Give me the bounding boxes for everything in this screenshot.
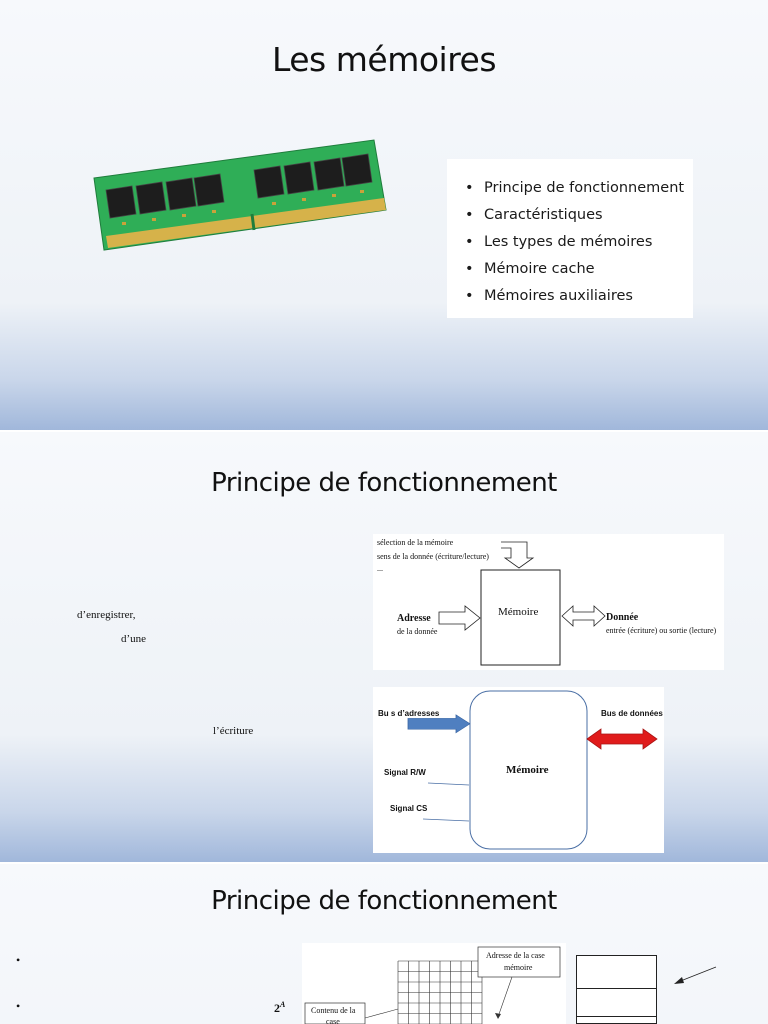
topic-item: • Les types de mémoires [465,234,653,250]
data-bus-label: Bus de données [601,709,663,718]
memory-label: Mémoire [498,606,539,618]
memory-block-diagram [373,534,724,670]
cell-content-label-2: case [326,1017,340,1024]
topic-item: • Mémoire cache [465,261,595,277]
topic-item: • Mémoires auxiliaires [465,288,633,304]
slide-principle-1 [0,432,768,864]
data-label: Donnée [606,612,639,623]
bullet-mark: • [16,953,21,967]
ram-module-image [92,138,388,250]
signal-rw-label: Signal R/W [384,768,426,777]
slide-title: Principe de fonctionnement [211,468,557,498]
topics-list-box [447,159,693,318]
power-of-two: $2^A$ [274,1000,286,1015]
data-sub-label: entrée (écriture) ou sortie (lecture) [606,626,717,635]
slide-title: Principe de fonctionnement [211,886,557,916]
text-fragment: l’écriture [213,725,254,737]
address-sub-label: de la donnée [397,627,438,636]
signal-cs-label: Signal CS [390,804,428,813]
cell-address-label: Adresse de la case [486,951,545,960]
cell-content-label: Contenu de la [311,1006,356,1015]
topics-list [465,178,693,313]
memory-label: Mémoire [506,764,549,776]
slide-title: Les mémoires [271,40,497,79]
topic-item: • Principe de fonctionnement [465,180,685,196]
slide-principle-2 [0,864,768,1024]
selection-label: sélection de la mémoire [377,538,454,547]
text-fragment: d’enregistrer, [77,609,136,621]
cell-address-label-2: mémoire [504,963,533,972]
slide-memories-overview [0,0,768,432]
memory-bus-diagram [373,687,664,853]
pointer-arrow-icon [0,864,768,1024]
text-fragment: d’une [121,633,147,645]
ellipsis-label: ... [377,564,383,573]
address-bus-label: Bu s d’adresses [378,709,440,718]
address-label: Adresse [397,613,431,624]
direction-label: sens de la donnée (écriture/lecture) [377,552,489,561]
bullet-mark: • [16,999,21,1013]
topic-item: • Caractéristiques [465,207,603,223]
